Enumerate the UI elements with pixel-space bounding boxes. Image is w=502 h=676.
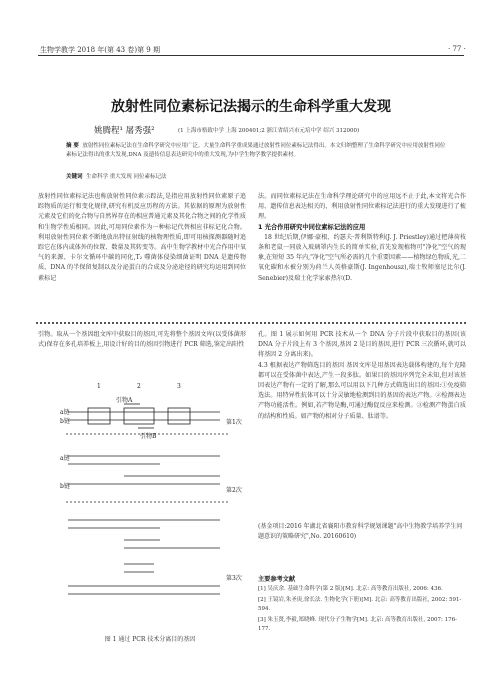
reference-item: [2] 王镜岩,朱圣庚,徐长法. 生物化学(下册)[M]. 北京: 高等教育出版社, 2002: 591-594. xyxy=(258,597,462,612)
cycle-3-label: 第3次 xyxy=(226,575,242,582)
page-divider xyxy=(36,322,466,324)
article-affiliation: (1 上海市格致中学 上海 200401;2 浙江省绍兴市元培中学 绍兴 312000) xyxy=(178,128,360,134)
body-column-3: 引物。取从一个基因组文库中获取目的基因,可先将整个基因文库(以受体菌形式)保存在多孔培养板上,用设计好的目的基因引物进行 PCR 筛选,鉴定出阳性 xyxy=(38,331,246,349)
header-rule xyxy=(38,55,464,56)
body-column-2 xyxy=(258,192,466,284)
abstract-label: 摘 要 xyxy=(66,143,79,149)
references-list xyxy=(258,585,466,636)
body-column-1: 放射性同位素标记法也称放射性同位素示踪法,是指应用放射性同位素原子追踪物质的运行和变化规律,研究有机反应历程的方法。其依据的原理为放射性元素及它们的化合物与自然界存在的相应普通元素及其化合物之间的化学性质和生物学性质相同。因此,可用同位素作为一种标记代替相应非标记化合物。利用放射性同位素不断地放出特征射线的核物理性质,即可用核探测器随时追踪它在体内或体外的位置、数量及其转变等。高中生物学教材中光合作用中氧气的来源、卡尔文循环中碳的同化,T₂ 噬菌体侵染细菌证明 DNA 是遗传物质、DNA 的半保留复制以及分泌蛋白的合成及分泌途径的研究均运用到同位素标记 xyxy=(38,193,246,282)
abstract xyxy=(66,142,446,160)
gene-3-label: 3 xyxy=(177,383,181,390)
strand-a-label: a链 xyxy=(60,409,70,416)
reference-item: [1] 吴庆余. 基础生命科学(第 2 版)[M]. 北京: 高等教育出版社, 2006: 436. xyxy=(258,586,443,592)
section-4-3: 4.3 根据表达产物筛选目的基因 基因文库是用基因表达载体构建的,每个克隆都可以在受体菌中表达,产生一段多肽。如果目的基因序列完全未知,但对该基因表达产物有一定的了解,那么可以用以下几种方式筛选出目的基因:①免疫筛选法。用特异性抗体可以十分灵敏地检测到目的基因的表达产物。②检测表达产物功能活性。例如,若产物是酶,可通过酶促反应来检测。③检测产物蛋白质的结构和性质。如产物的相对分子质量、肽谱等。 xyxy=(258,361,466,420)
body-column-4 xyxy=(258,330,466,422)
keywords-text: 生命科学 重大发现 同位素标记法 xyxy=(86,174,167,180)
cycle-1-label: 第1次 xyxy=(226,419,242,426)
gene-2-label: 2 xyxy=(137,383,141,390)
strand-b-label: b链 xyxy=(60,418,70,425)
references-title: 主要参考文献 xyxy=(258,576,296,583)
page-number: · 77 · xyxy=(448,45,466,53)
strand-a2-label: a链 xyxy=(60,455,70,462)
col4-text: 孔。图 1 展示如何用 PCR 技术从一个 DNA 分子片段中获取目的基因(该 DNA 分子片段上有 3 个基因,基因 2 是目的基因,进行 PCR 三次循环,就可以将基因 2 分离出来)。 xyxy=(258,331,466,359)
pcr-figure xyxy=(60,368,240,628)
keywords-label: 关键词 xyxy=(66,174,83,180)
cycle-2-label: 第2次 xyxy=(226,487,242,494)
reference-item: [3] 朱玉贤,李毅,郑晓峰. 现代分子生物学[M]. 北京: 高等教育出版社, 2007: 176-177. xyxy=(258,617,458,632)
gene-2-box xyxy=(124,408,154,424)
article-authors: 姚腾程¹ 屠秀强² xyxy=(94,126,155,136)
col2-intro: 法。而同位素标记法在生命科学理论研究中的应用远不止于此,本文将光合作用、遗传信息表达相关的、利用放射性同位素标记法进行的重大发现进行了梳理。 xyxy=(258,193,466,221)
gene-1-box xyxy=(88,408,110,424)
journal-header: 生物学教学 2018 年(第 43 卷)第 9 期 xyxy=(40,46,160,54)
primer-b-label: 引物B xyxy=(140,433,157,440)
article-title: 放射性同位素标记法揭示的生命科学重大发现 xyxy=(111,99,391,115)
gene-3-box xyxy=(168,408,190,424)
keywords xyxy=(66,172,446,180)
fund-note: (基金项目:2016 年湖北省襄阳市教育科学规划课题"高中生物教学培养学生问题意识的策略研究",No. 20160610) xyxy=(258,523,463,540)
primer-a-label: 引物A xyxy=(116,397,133,404)
section-1-heading: 1 光合作用研究中同位素标记法的应用 xyxy=(258,223,366,231)
figure-caption: 图 1 通过 PCR 技术分离目的基因 xyxy=(104,636,196,643)
strand-b2-label: b链 xyxy=(60,483,70,490)
gene-1-label: 1 xyxy=(97,383,101,390)
col2-section-text: 18 世纪后期,伊娜·豪根、约瑟夫·普利斯特利(J. J. Priestley)通过把薄荷枝条和老鼠一同放入玻璃罩内生长的简单实验,首先发现植物可"净化"空气的现象,在短短 35 年内,"净化"空气所必需的几个重要因素——植物绿色物质,光,二氧化碳和水被分别为荷兰人英格豪斯(J. Ingenhousz),瑞士牧师塞尼比尔(J. Senebier)及瑞士化学家索热尔(D. xyxy=(258,233,466,282)
abstract-text: 放射性同位素标记法在生命科学研究中应用广泛。大量生命科学重成果通过放射性同位素标记法得出。本文归纳整理了生命科学研究中应用放射性同位素标记法得出的重大发现,DNA 及遗传信息表达研究中的重大发现,为中学生物学教学提供素材。 xyxy=(66,143,446,159)
